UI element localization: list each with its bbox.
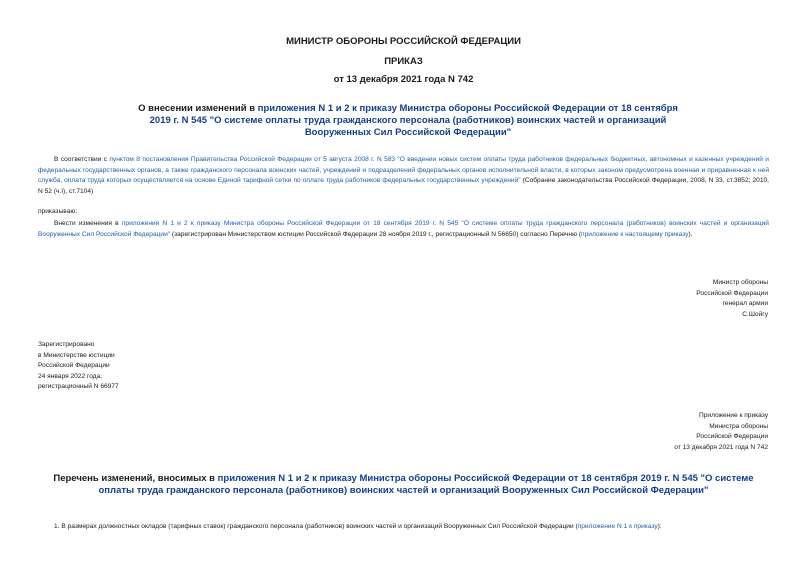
signature-line: Министр обороны <box>712 279 768 286</box>
registration-line: Зарегистрировано <box>38 341 95 348</box>
preamble-link[interactable]: пунктом 8 постановления Правительства Российской Федерации от 5 августа 2008 г. N 583 "О введении новых систем оплаты труда работников федеральных бюджетных, автономных и казенных учреждений и федеральных государственных органов, а также гражданского персонала воинских частей, учреждений и подразделений федеральных органов исполнительной власти, в которых законом предусмотрена военная и приравненная к ней служба, оплата труда которых осуществляется на основе Единой тарифной сетки по оплате труда работников федеральных государственных учреждений" <box>38 156 769 185</box>
appendix-line: Российской Федерации <box>696 433 768 441</box>
document-title-prefix: О внесении изменений в <box>138 103 258 114</box>
appendix-line: Приложение к приказу <box>698 412 768 419</box>
registration-block <box>38 340 338 393</box>
registration-line: 24 января 2022 года, <box>38 372 103 380</box>
preamble-paragraph <box>38 155 769 197</box>
signature-line: Российской Федерации <box>696 289 768 297</box>
preamble-text-1: В соответствии с <box>54 156 110 163</box>
registration-line: Российской Федерации <box>38 362 110 370</box>
appendix-line: Министра обороны <box>709 422 768 430</box>
preamble-text-2: (Собрание законодательства Российской Федерации, 2008, N 33, ст.3852; 2010, N 52 (ч.I), ст.7104) <box>38 177 769 195</box>
document-title-link[interactable]: приложения N 1 и 2 к приказу Министра обороны Российской Федерации от 18 сентября 2019 г. N 545 "О системе оплаты труда гражданского персонала (работников) воинских частей и организаций Вооруженных Сил Российской Федерации" <box>149 103 678 138</box>
registration-line: в Министерстве юстиции <box>38 351 115 359</box>
registration-line: регистрационный N 66977 <box>38 383 119 391</box>
org-heading: МИНИСТР ОБОРОНЫ РОССИЙСКОЙ ФЕДЕРАЦИИ <box>286 36 521 47</box>
order-label: приказываю: <box>38 208 78 215</box>
list-title-prefix: Перечень изменений, вносимых в <box>53 473 218 484</box>
doc-type-heading: ПРИКАЗ <box>384 56 423 67</box>
order-text-2: (зарегистрирован Министерством юстиции Российской Федерации 28 ноября 2019 г., регистрационный N 56650) согласно Перечню ( <box>170 230 582 238</box>
date-number-heading: от 13 декабря 2021 года N 742 <box>333 74 474 85</box>
document-title <box>128 103 688 139</box>
list-title-link[interactable]: приложения N 1 и 2 к приказу Министра обороны Российской Федерации от 18 сентября 2019 г. N 545 "О системе оплаты труда гражданского персонала (работников) воинских частей и организаций Вооруженных Сил Российской Федерации" <box>98 473 754 496</box>
item-1-text-2: ): <box>657 523 662 530</box>
order-link-1[interactable]: приложения N 1 и 2 к приказу Министра обороны Российской Федерации от 18 сентября 2019 г. N 545 "О системе оплаты труда гражданского персонала (работников) воинских частей и организаций Вооруженных Сил Российской Федерации" <box>38 220 769 238</box>
signature-line: генерал армии <box>722 300 768 308</box>
appendix-block <box>500 411 768 453</box>
item-1-text-1: 1. В размерах должностных окладов (тарифных ставок) гражданского персонала (работников) воинских частей и организаций Вооруженных Сил Российской Федерации ( <box>54 523 578 530</box>
order-paragraph <box>38 219 769 240</box>
order-link-2[interactable]: приложение к настоящему приказу <box>581 230 689 238</box>
signature-line: С.Шойгу <box>742 310 768 318</box>
item-1-link[interactable]: приложение N 1 к приказу <box>577 523 658 530</box>
appendix-line: от 13 декабря 2021 года N 742 <box>674 443 768 451</box>
order-text-1: Внести изменения в <box>54 220 122 227</box>
order-text-3: ). <box>688 230 693 238</box>
item-1-paragraph <box>54 522 769 533</box>
signature-block <box>500 278 768 320</box>
list-title <box>40 473 767 497</box>
